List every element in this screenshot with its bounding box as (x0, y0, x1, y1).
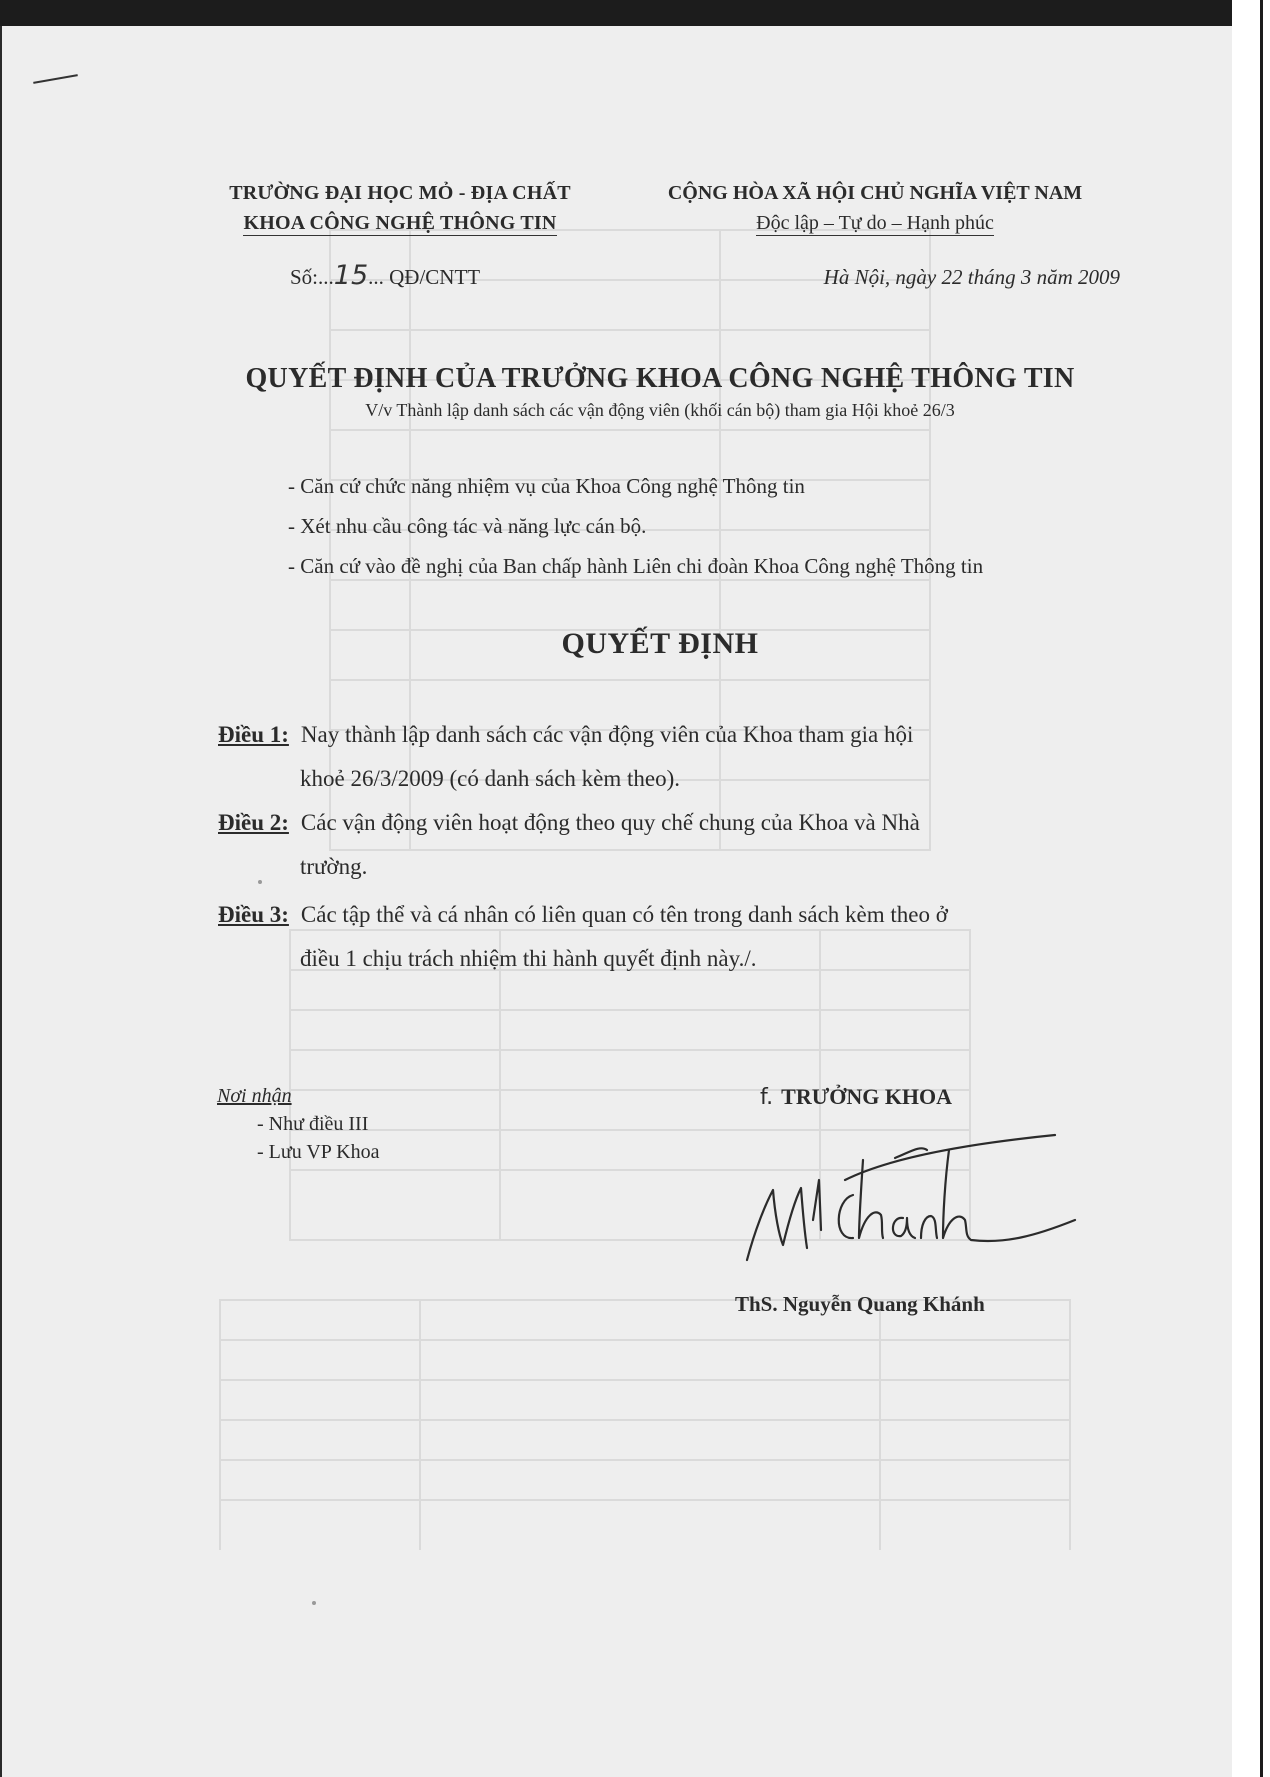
article-text: Các vận động viên hoạt động theo quy chế chung của Khoa và Nhà (300, 810, 920, 835)
document-number (290, 260, 480, 291)
recipients-heading: Nơi nhận (217, 1085, 292, 1107)
decision-heading: QUYẾT ĐỊNH (561, 627, 759, 660)
scan-right-edge (1260, 0, 1263, 1777)
article-text-continued: khoẻ 26/3/2009 (có danh sách kèm theo). (300, 766, 681, 791)
republic-name: CỘNG HÒA XÃ HỘI CHỦ NGHĨA VIỆT NAM (667, 182, 1083, 204)
scan-top-edge (0, 0, 1232, 26)
article-label: Điều 1: (218, 722, 289, 747)
article-label: Điều 2: (218, 810, 289, 835)
handwritten-signature (735, 1120, 1095, 1280)
signatory-title (760, 1084, 952, 1110)
doc-number-suffix: ... QĐ/CNTT (368, 265, 481, 289)
legal-bases (288, 466, 1128, 586)
document-date: Hà Nội, ngày 22 tháng 3 năm 2009 (823, 265, 1120, 289)
signatory-position: TRƯỞNG KHOA (781, 1084, 953, 1109)
school-name: TRƯỜNG ĐẠI HỌC MỎ - ĐỊA CHẤT (229, 182, 571, 204)
scan-left-edge (0, 26, 2, 1777)
speck (312, 1601, 316, 1605)
article-text: Nay thành lập danh sách các vận động viên của Khoa tham gia hội (300, 722, 914, 747)
recipient-item: - Lưu VP Khoa (257, 1141, 380, 1163)
legal-basis-item: - Căn cứ chức năng nhiệm vụ của Khoa Công nghệ Thông tin (288, 474, 805, 498)
doc-number-handwritten: 15 (333, 260, 369, 291)
faculty-name: KHOA CÔNG NGHỆ THÔNG TIN (243, 212, 557, 234)
article-text-continued: điều 1 chịu trách nhiệm thi hành quyết định này./. (300, 946, 757, 971)
article-1 (218, 713, 1100, 801)
article-label: Điều 3: (218, 902, 289, 927)
article-text-continued: trường. (300, 854, 368, 879)
article-3 (218, 893, 1100, 981)
signatory-prefix: f. (760, 1085, 774, 1110)
document-title: QUYẾT ĐỊNH CỦA TRƯỞNG KHOA CÔNG NGHỆ THÔNG TIN (245, 363, 1075, 394)
legal-basis-item: - Xét nhu cầu công tác và năng lực cán bộ. (288, 514, 647, 538)
national-header (625, 178, 1125, 238)
legal-basis-item: - Căn cứ vào đề nghị của Ban chấp hành Liên chi đoàn Khoa Công nghệ Thông tin (288, 554, 984, 578)
recipients-block (217, 1082, 380, 1166)
recipient-item: - Như điều III (257, 1113, 369, 1135)
scan-right-margin (1232, 0, 1270, 1777)
document-subtitle: V/v Thành lập danh sách các vận động viên (khối cán bộ) tham gia Hội khoẻ 26/3 (365, 400, 955, 420)
signatory-name: ThS. Nguyễn Quang Khánh (735, 1292, 985, 1316)
doc-number-prefix: Số:... (290, 265, 334, 289)
national-motto: Độc lập – Tự do – Hạnh phúc (756, 212, 994, 234)
issuer-header (195, 178, 605, 238)
article-2 (218, 801, 1100, 889)
article-text: Các tập thể và cá nhân có liên quan có tên trong danh sách kèm theo ở (300, 902, 948, 927)
